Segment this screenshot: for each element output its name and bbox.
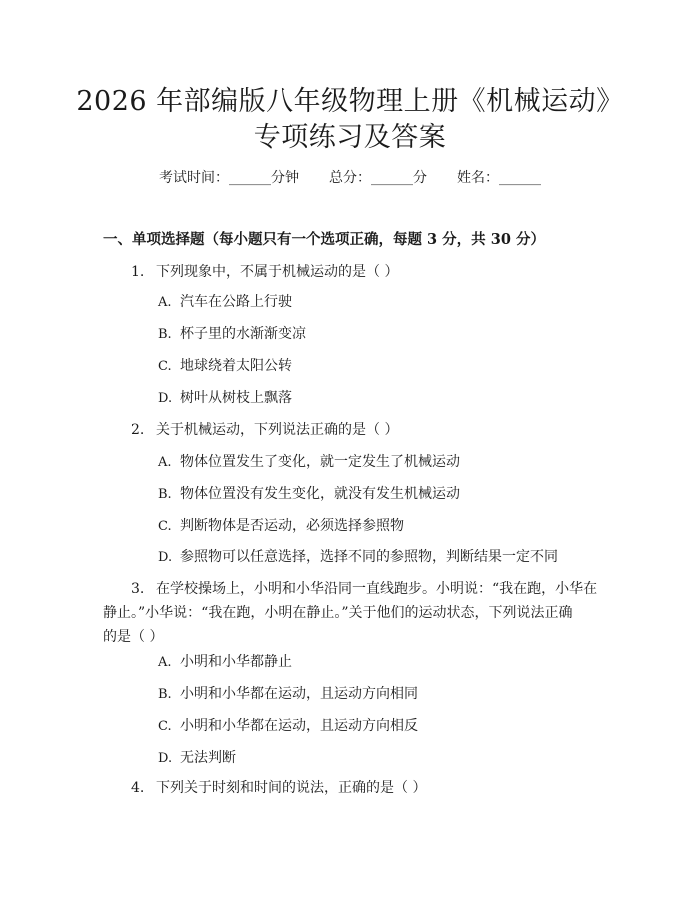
option-letter: B. xyxy=(158,687,172,702)
option-letter: A. xyxy=(158,655,172,670)
question-3-option-d xyxy=(158,748,236,769)
question-3-option-a xyxy=(158,652,292,673)
question-2 xyxy=(131,420,398,440)
question-3-option-c xyxy=(158,716,418,737)
question-3-option-b xyxy=(158,684,418,705)
question-4 xyxy=(131,778,426,798)
question-number: 4. xyxy=(131,780,145,796)
option-text: 小明和小华都在运动，且运动方向相同 xyxy=(180,686,418,702)
question-number: 3. xyxy=(131,581,145,597)
question-text-line-1: 在学校操场上，小明和小华沿同一直线跑步。小明说：“我在跑，小华在 xyxy=(156,581,598,597)
question-2-option-b xyxy=(158,484,460,505)
option-letter: C. xyxy=(158,359,172,374)
question-1-option-a xyxy=(158,292,292,313)
question-1-option-b xyxy=(158,324,306,345)
option-text: 参照物可以任意选择，选择不同的参照物，判断结果一定不同 xyxy=(180,549,558,565)
question-text: 下列现象中，不属于机械运动的是（ ） xyxy=(156,264,399,280)
option-letter: A. xyxy=(158,295,172,310)
option-text: 地球绕着太阳公转 xyxy=(180,358,292,374)
option-letter: C. xyxy=(158,719,172,734)
option-letter: D. xyxy=(158,751,173,766)
question-text-line-3: 的是（ ） xyxy=(103,629,164,645)
option-letter: C. xyxy=(158,519,172,534)
option-text: 小明和小华都在运动，且运动方向相反 xyxy=(180,718,418,734)
option-letter: B. xyxy=(158,327,172,342)
option-text: 杯子里的水渐渐变凉 xyxy=(180,326,306,342)
question-1 xyxy=(131,262,398,282)
option-text: 汽车在公路上行驶 xyxy=(180,294,292,310)
option-letter: D. xyxy=(158,550,173,565)
question-1-option-c xyxy=(158,356,292,377)
exam-info-row xyxy=(0,168,700,188)
option-letter: B. xyxy=(158,487,172,502)
option-text: 物体位置没有发生变化，就没有发生机械运动 xyxy=(180,486,460,502)
option-text: 树叶从树枝上飘落 xyxy=(180,390,292,406)
total-score-field: 总分：______分 xyxy=(329,170,427,186)
question-2-option-d xyxy=(158,547,558,568)
document-title-line-2: 专项练习及答案 xyxy=(253,122,447,153)
option-letter: A. xyxy=(158,455,172,470)
question-number: 1. xyxy=(131,264,145,280)
name-field: 姓名：______ xyxy=(457,170,541,186)
option-text: 判断物体是否运动，必须选择参照物 xyxy=(180,518,404,534)
option-letter: D. xyxy=(158,391,173,406)
exam-time-field: 考试时间：______分钟 xyxy=(159,170,299,186)
question-number: 2. xyxy=(131,422,145,438)
question-3 xyxy=(103,577,603,649)
question-text: 关于机械运动，下列说法正确的是（ ） xyxy=(156,422,399,438)
question-text-line-2: 静止。”小华说：“我在跑，小明在静止。”关于他们的运动状态，下列说法正确 xyxy=(103,605,573,621)
question-2-option-a xyxy=(158,452,460,473)
option-text: 小明和小华都静止 xyxy=(180,654,292,670)
question-text: 下列关于时刻和时间的说法，正确的是（ ） xyxy=(156,780,427,796)
option-text: 无法判断 xyxy=(180,750,236,766)
document-title-line-1: 2026 年部编版八年级物理上册《机械运动》 xyxy=(76,86,624,117)
option-text: 物体位置发生了变化，就一定发生了机械运动 xyxy=(180,454,460,470)
section-heading: 一、单项选择题（每小题只有一个选项正确，每题 3 分，共 30 分） xyxy=(103,231,545,248)
question-2-option-c xyxy=(158,516,404,537)
question-1-option-d xyxy=(158,388,292,409)
